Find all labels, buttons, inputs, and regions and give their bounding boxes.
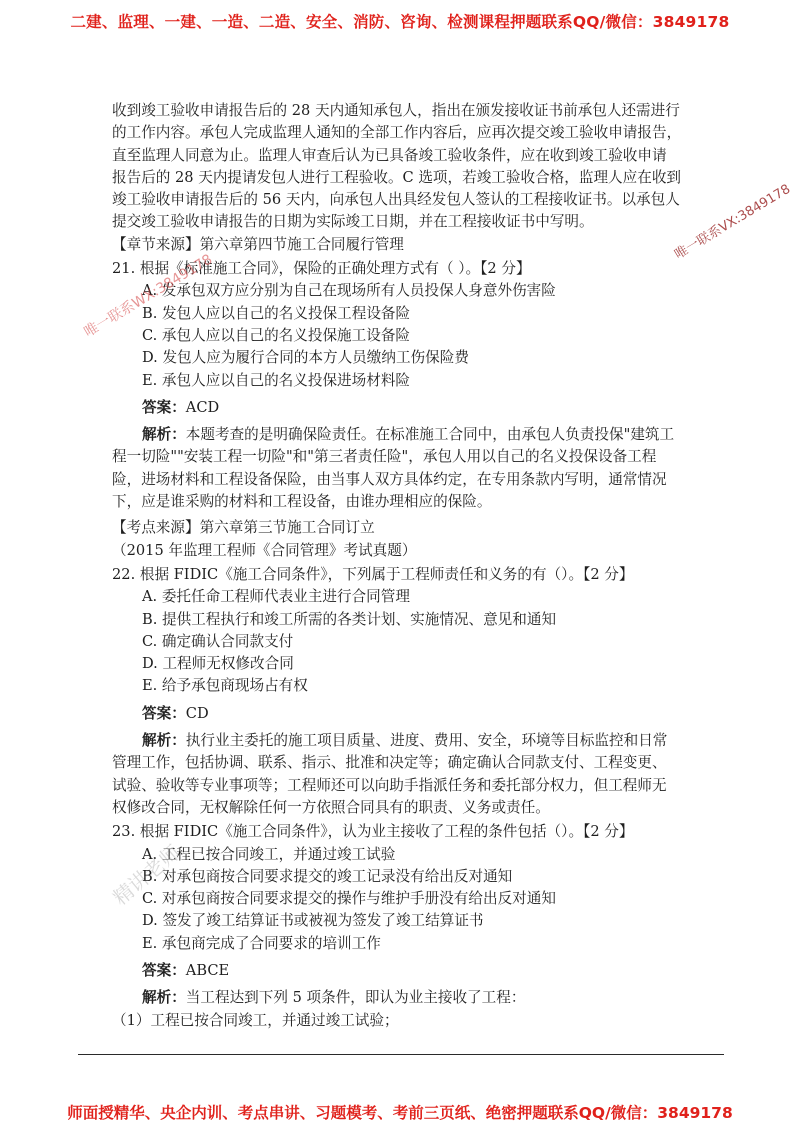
question-23-analysis: 解析：当工程达到下列 5 项条件，即认为业主接收了工程： xyxy=(142,989,526,1007)
watermark-left: 唯一联系WX:3849178 xyxy=(81,251,216,341)
exam-note: （2015 年监理工程师《合同管理》考试真题） xyxy=(112,541,417,559)
answer-label: 答案： xyxy=(142,398,186,416)
question-23-option: C. 对承包商按合同要求提交的操作与维护手册没有给出反对通知 xyxy=(142,890,556,908)
analysis-line: 险，进场材料和工程设备保险，由当事人双方具体约定，在专用条款内写明，通常情况 xyxy=(112,470,667,488)
analysis-label: 解析： xyxy=(142,426,186,444)
continuation-line: 的工作内容。承包人完成监理人通知的全部工作内容后，应再次提交竣工验收申请报告， xyxy=(112,124,682,142)
question-21-option: D. 发包人应为履行合同的本方人员缴纳工伤保险费 xyxy=(142,349,469,367)
analysis-line: 试验、验收等专业事项等；工程师还可以向助手指派任务和委托部分权力，但工程师无 xyxy=(112,776,667,794)
chapter-source: 【章节来源】第六章第四节施工合同履行管理 xyxy=(112,235,404,253)
point-source: 【考点来源】第六章第三节施工合同订立 xyxy=(112,519,375,537)
document-body xyxy=(112,100,692,1032)
question-22-option: D. 工程师无权修改合同 xyxy=(142,655,294,673)
question-22-option: A. 委托任命工程师代表业主进行合同管理 xyxy=(142,588,410,606)
question-22-option: B. 提供工程执行和竣工所需的各类计划、实施情况、意见和通知 xyxy=(142,610,557,628)
question-21-option: A. 发承包双方应分别为自己在现场所有人员投保人身意外伤害险 xyxy=(142,282,556,300)
question-21-option: C. 承包人应以自己的名义投保施工设备险 xyxy=(142,326,411,344)
analysis-line: 权修改合同，无权解除任何一方依照合同具有的职责、义务或责任。 xyxy=(112,798,550,816)
question-23-option: D. 签发了竣工结算证书或被视为签发了竣工结算证书 xyxy=(142,912,484,930)
question-22-stem: 22. 根据 FIDIC《施工合同条件》，下列属于工程师责任和义务的有（）。【2 分】 xyxy=(112,565,634,583)
answer-label: 答案： xyxy=(142,961,186,979)
question-23-option: B. 对承包商按合同要求提交的竣工记录没有给出反对通知 xyxy=(142,867,513,885)
continuation-line: 收到竣工验收申请报告后的 28 天内通知承包人，指出在颁发接收证书前承包人还需进行 xyxy=(112,102,680,119)
question-21-stem: 21. 根据《标准施工合同》，保险的正确处理方式有（ ）。【2 分】 xyxy=(112,260,531,278)
watermark-right: 唯一联系VX:3849178 xyxy=(672,181,794,263)
answer-value: ABCE xyxy=(185,961,230,979)
analysis-label: 解析： xyxy=(142,989,186,1007)
question-23-option: E. 承包商完成了合同要求的培训工作 xyxy=(142,934,381,952)
top-promo-banner: 二建、监理、一建、一造、二造、安全、消防、咨询、检测课程押题联系QQ/微信：3849178 xyxy=(70,13,730,31)
question-22-analysis: 解析：执行业主委托的施工项目质量、进度、费用、安全，环境等目标监控和日常 xyxy=(142,732,668,750)
analysis-line: 程一切险""安装工程一切险"和"第三者责任险"，承包人用以自己的名义投保设备工程 xyxy=(112,448,657,466)
analysis-label: 解析： xyxy=(142,732,186,750)
question-21-option: E. 承包人应以自己的名义投保进场材料险 xyxy=(142,371,411,389)
question-22-answer xyxy=(112,703,692,725)
question-21-analysis: 解析：本题考查的是明确保险责任。在标准施工合同中，由承包人负责投保"建筑工 xyxy=(142,426,675,444)
question-23-stem: 23. 根据 FIDIC《施工合同条件》，认为业主接收了工程的条件包括（）。【2 分】 xyxy=(112,823,634,841)
analysis-line: 管理工作，包括协调、联系、指示、批准和决定等；确定确认合同款支付、工程变更、 xyxy=(112,754,667,772)
question-21-option: B. 发包人应以自己的名义投保工程设备险 xyxy=(142,304,411,322)
analysis-line: 下，应是谁采购的材料和工程设备，由谁办理相应的保险。 xyxy=(112,493,492,511)
question-21-answer xyxy=(112,397,692,419)
answer-label: 答案： xyxy=(142,704,186,722)
continuation-line: 直至监理人同意为止。监理人审查后认为已具备竣工验收条件，应在收到竣工验收申请 xyxy=(112,146,667,164)
watermark-diagonal: 精讲老师 xyxy=(108,840,185,910)
continuation-line: 提交竣工验收申请报告的日期为实际竣工日期，并在工程接收证书中写明。 xyxy=(112,213,594,231)
question-22-option: E. 给予承包商现场占有权 xyxy=(142,677,308,695)
continuation-line: 报告后的 28 天内提请发包人进行工程验收。C 选项，若竣工验收合格，监理人应在收到 xyxy=(112,168,682,186)
continuation-line: 竣工验收申请报告后的 56 天内，向承包人出具经发包人签认的工程接收证书。以承包人 xyxy=(112,191,680,209)
answer-value: ACD xyxy=(185,398,220,416)
question-23-answer xyxy=(112,960,692,982)
analysis-item-1: （1）工程已按合同竣工，并通过竣工试验； xyxy=(112,1011,399,1029)
question-23-option: A. 工程已按合同竣工，并通过竣工试验 xyxy=(142,845,396,863)
footer-divider xyxy=(78,1054,724,1055)
answer-value: CD xyxy=(185,704,209,722)
question-22-option: C. 确定确认合同款支付 xyxy=(142,632,294,650)
bottom-promo-banner: 师面授精华、央企内训、考点串讲、习题模考、考前三页纸、绝密押题联系QQ/微信：3849178 xyxy=(67,1104,733,1122)
